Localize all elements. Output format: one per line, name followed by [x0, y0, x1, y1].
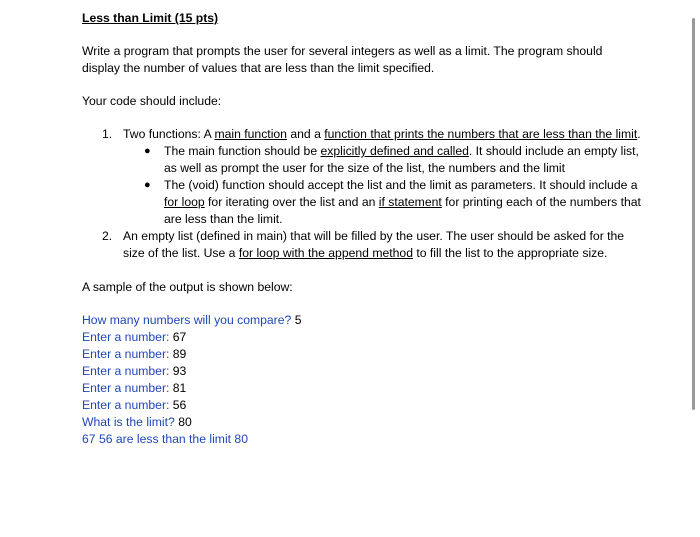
output-line: Enter a number: 56	[82, 398, 187, 412]
output-line: Enter a number: 67	[82, 330, 187, 344]
vertical-scrollbar[interactable]	[692, 18, 695, 410]
print-function-underlined: function that prints the numbers that are less than the limit	[324, 127, 638, 141]
bullet-void-function: ● The (void) function should accept the list and the limit as parameters. It should include a for loop for iterating over the list and an if statement for printing each of the numbers that are less than the limit.	[144, 178, 641, 226]
sample-output-label: A sample of the output is shown below:	[82, 280, 293, 294]
output-line: 67 56 are less than the limit 80	[82, 432, 248, 446]
requirements-list	[82, 126, 642, 262]
sample-output-block	[82, 312, 642, 448]
output-line: What is the limit? 80	[82, 415, 192, 429]
item-number: 2.	[102, 229, 113, 243]
bullet-icon: ●	[144, 179, 151, 191]
requirement-item-1: 1. Two functions: A main function and a function that prints the numbers that are less than the limit.	[102, 127, 641, 141]
bullet-icon: ●	[144, 145, 151, 157]
include-line: Your code should include:	[82, 94, 222, 108]
intro-paragraph: Write a program that prompts the user for several integers as well as a limit. The program should display the number of values that are less than the limit specified.	[82, 44, 603, 75]
output-line: Enter a number: 81	[82, 381, 187, 395]
append-method-underlined: for loop with the append method	[238, 246, 413, 260]
output-line: Enter a number: 93	[82, 364, 187, 378]
bullet-main-function: ● The main function should be explicitly defined and called. It should include an empty list, as well as prompt the user for the size of the list, the numbers and the limit	[144, 144, 639, 175]
document-page	[82, 10, 642, 448]
output-line: How many numbers will you compare? 5	[82, 313, 302, 327]
requirement-item-2: 2. An empty list (defined in main) that will be filled by the user. The user should be asked for the size of the list. Use a for loop with the append method to fill the list to the appropriate size.	[102, 229, 625, 260]
main-function-underlined: main function	[214, 127, 287, 141]
assignment-title: Less than Limit (15 pts)	[82, 11, 219, 25]
output-line: Enter a number: 89	[82, 347, 187, 361]
item-number: 1.	[102, 127, 113, 141]
